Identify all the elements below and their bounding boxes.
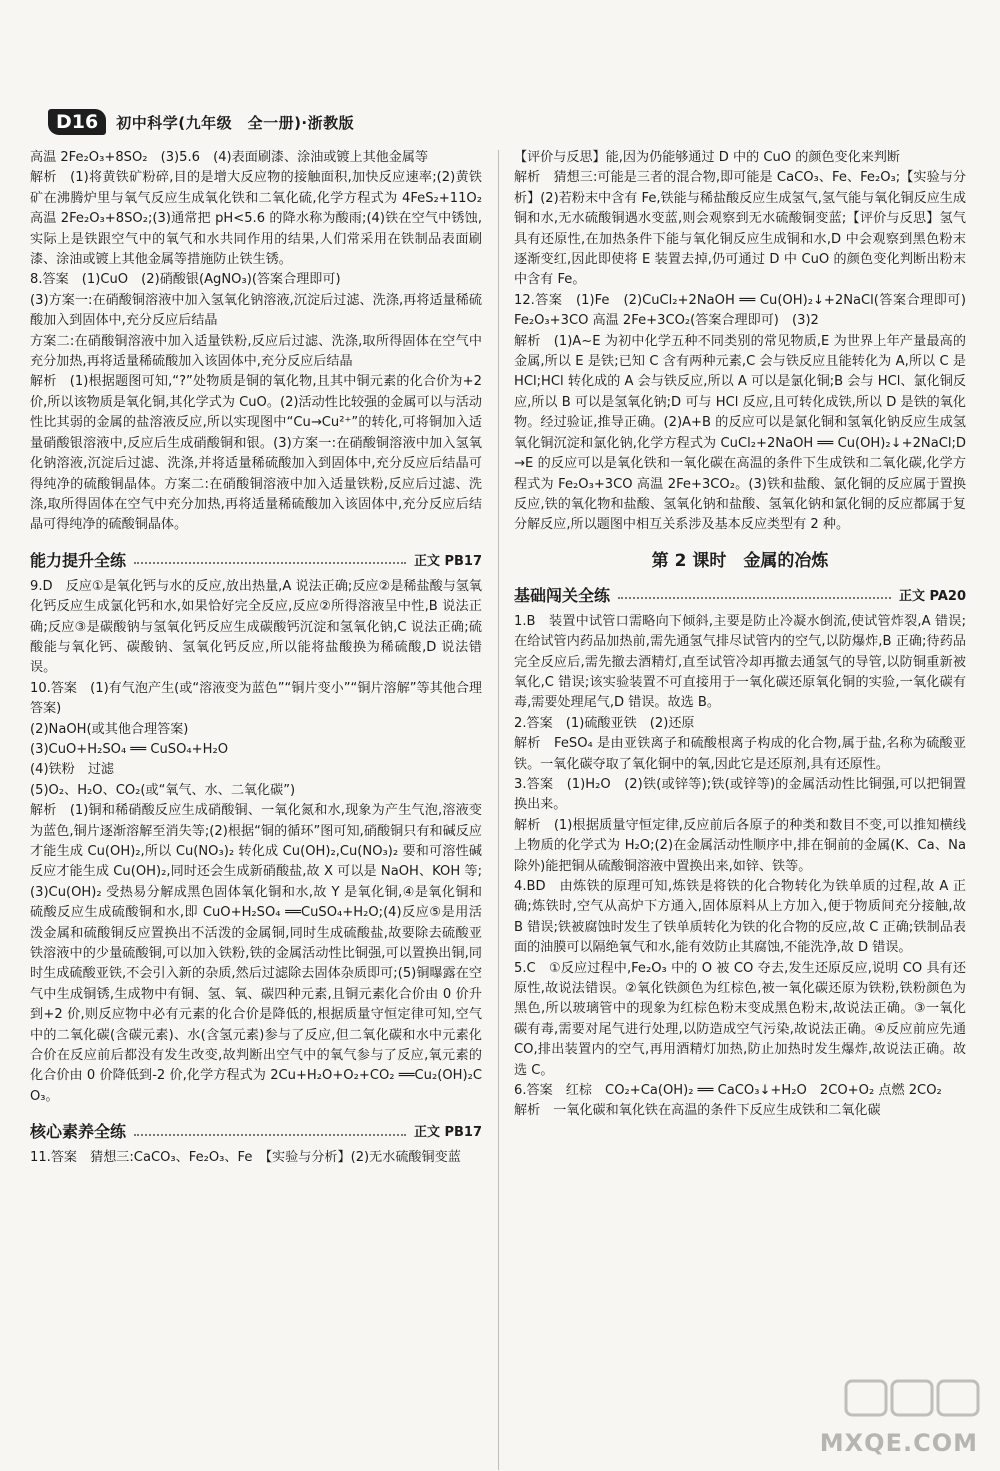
paragraph: 方案二:在硝酸铜溶液中加入适量铁粉,反应后过滤、洗涤,取所得固体在空气中充分加热,再将适量稀硫酸加入该固体中,充分反应后结晶: [30, 333, 482, 370]
paragraph: 解析 一氧化碳和氧化铁在高温的条件下反应生成铁和二氧化碳: [514, 1103, 881, 1119]
paragraph: (3)CuO+H₂SO₄ ══ CuSO₄+H₂O: [30, 741, 228, 757]
paragraph: 高温 2Fe₂O₃+8SO₂ (3)5.6 (4)表面刷漆、涂油或镀上其他金属等: [30, 150, 429, 165]
page-header: [48, 108, 354, 136]
paragraph: 解析 猜想三:可能是三者的混合物,即可能是 CaCO₃、Fe、Fe₂O₃;【实验与分析】(2)若粉末中含有 Fe,铁能与稀盐酸反应生成氢气,氢气能与氧化铜反应生成铜和水,无水硫酸铜遇水变蓝,则会观察到无水硫酸铜变蓝;【评价与反思】氢气具有还原性,在加热条件下能与氧化铜反应生成铜和水,D 中会观察到黑色粉末逐渐变红,因此即使将 E 装置去掉,仍可通过 D 中 CuO 的颜色变化判断出粉末中含有 Fe。: [514, 170, 966, 288]
answer-9: 9.D 反应①是氧化钙与水的反应,放出热量,A 说法正确;反应②是稀盐酸与氢氧化钙反应生成氯化钙和水,如果恰好完全反应,反应②所得溶液呈中性,B 说法正确;反应③是碳酸钠与氢氧化钙反应生成碳酸钙沉淀和氢氧化钠,C 说法正确;硫酸能与氧化钙、碳酸钠、氢氧化钙反应,所以能将盐酸换为稀硫酸,D 说法错误。: [30, 578, 482, 676]
answer-4: 4.BD 由炼铁的原理可知,炼铁是将铁的化合物转化为铁单质的过程,故 A 正确;炼铁时,空气从高炉下方通入,固体原料从上方加入,便于物质间充分接触,故 B 错误;铁被腐蚀时发生了铁单质转化为铁的化合物的反应,故 C 正确;铁制品表面的油膜可以隔绝氧气和水,能有效防止其腐蚀,不能洗净,故 D 错误。: [514, 879, 966, 956]
paragraph: (5)O₂、H₂O、CO₂(或“氧气、水、二氧化碳”): [30, 782, 296, 798]
section-title: 基础闯关全练: [514, 585, 611, 605]
paragraph: 解析 (1)根据质量守恒定律,反应前后各原子的种类和数目不变,可以推知横线上物质的化学式为 H₂O;(2)在金属活动性顺序中,排在铜前的金属(K、Ca、Na 除外)能把铜从硫酸铜溶液中置换出来,如锌、铁等。: [514, 817, 966, 874]
paragraph: (3)方案一:在硝酸铜溶液中加入氢氧化钠溶液,沉淀后过滤、洗涤,再将适量稀硫酸加入到固体中,充分反应后结晶: [30, 292, 482, 329]
paragraph: 解析 (1)将黄铁矿粉碎,目的是增大反应物的接触面积,加快反应速率;(2)黄铁矿在沸腾炉里与氧气反应生成氧化铁和二氧化硫,化学方程式为 4FeS₂+11O₂ 高温 2Fe₂O₃+8SO₂;(3)通常把 pH<5.6 的降水称为酸雨;(4)铁在空气中锈蚀,实际上是铁跟空气中的氧气和水共同作用的结果,人们常采用在铁制品表面刷漆、涂油或镀上其他金属等措施防止铁生锈。: [30, 170, 482, 268]
answer-8: 8.答案 (1)CuO (2)硝酸银(AgNO₃)(答案合理即可): [30, 272, 341, 288]
answer-5: 5.C ①反应过程中,Fe₂O₃ 中的 O 被 CO 夺去,发生还原反应,说明 CO 具有还原性,故说法错误。②氧化铁颜色为红棕色,被一氧化碳还原为铁粉,铁粉颜色为黑色,所以玻璃管中的现象为红棕色粉末变成黑色粉末,故说法正确。③一氧化碳有毒,需要对尾气进行处理,以防造成空气污染,故说法正确。④反应前应先通 CO,排出装置内的空气,再用酒精灯加热,防止加热时发生爆炸,故说法正确。故选 C。: [514, 960, 966, 1078]
answer-1: 1.B 装置中试管口需略向下倾斜,主要是防止冷凝水倒流,使试管炸裂,A 错误;在给试管内药品加热前,需先通氢气排尽试管内的空气,以防爆炸,B 正确;待药品完全反应后,需先撤去酒精灯,直至试管冷却再撤去通氢气的导管,以防铜重新被氧化,C 错误;该实验装置不可直接用于一氧化碳还原氧化铜的实验,一氧化碳有毒,需要处理尾气,D 错误。故选 B。: [514, 613, 966, 711]
answer-6: 6.答案 红棕 CO₂+Ca(OH)₂ ══ CaCO₃↓+H₂O 2CO+O₂ 点燃 2CO₂: [514, 1083, 942, 1099]
answer-3: 3.答案 (1)H₂O (2)铁(或锌等);铁(或锌等)的金属活动性比铜强,可以把铜置换出来。: [514, 776, 966, 813]
answer-2: 2.答案 (1)硫酸亚铁 (2)还原: [514, 715, 695, 731]
paragraph: (2)NaOH(或其他合理答案): [30, 721, 189, 737]
section-header-core: [30, 1119, 482, 1142]
answer-11: 11.答案 猜想三:CaCO₃、Fe₂O₃、Fe 【实验与分析】(2)无水硫酸铜变蓝: [30, 1150, 461, 1166]
section-header-ability: [30, 548, 482, 571]
paragraph: 解析 (1)铜和稀硝酸反应生成硝酸铜、一氧化氮和水,现象为产生气泡,溶液变为蓝色,铜片逐渐溶解至消失等;(2)根据“铜的循环”图可知,硝酸铜只有和碱反应才能生成 Cu(OH)₂,所以 Cu(NO₃)₂ 转化成 Cu(OH)₂,Cu(NO₃)₂ 要和可溶性碱反应才能生成 Cu(OH)₂,同时还会生成新硝酸盐,故 X 可以是 NaOH、KOH 等;(3)Cu(OH)₂ 受热易分解成黑色固体氧化铜和水,故 Y 是氧化铜,④是氧化铜和硫酸反应生成硫酸铜和水,即 CuO+H₂SO₄ ══CuSO₄+H₂O;(4)反应⑤是用活泼金属和硫酸铜反应置换出不活泼的金属铜,同时生成硫酸盐,故要除去硫酸亚铁溶液中的少量硫酸铜,可以加入铁粉,铁的金属活动性比铜强,可以置换出铜,同时生成硫酸亚铁,不会引入新的杂质,然后过滤除去固体杂质即可;(5)铜曝露在空气中生成铜锈,生成物中有铜、氢、氧、碳四种元素,且铜元素化合价由 0 价升到+2 价,则反应物中必有元素的化合价是降低的,根据质量守恒定律可知,空气中的二氧化碳(含碳元素)、水(含氢元素)参与了反应,但二氧化碳和水中元素化合价在反应前后都没有发生改变,故判断出空气中的氧气参与了反应,氧元素的化合价由 0 价降低到-2 价,化学方程式为 2Cu+H₂O+O₂+CO₂ ══Cu₂(OH)₂CO₃。: [30, 803, 482, 1104]
dotted-leader: [134, 1126, 406, 1136]
lesson-title: 第 2 课时 金属的冶炼: [651, 550, 829, 571]
paragraph: 【评价与反思】能,因为仍能够通过 D 中的 CuO 的颜色变化来判断: [514, 150, 900, 165]
page-number-badge: D16: [48, 109, 106, 135]
book-title: 初中科学(九年级 全一册)·浙教版: [116, 113, 355, 132]
column-divider: [498, 150, 499, 1470]
section-page-ref: 正文 PB17: [413, 1125, 482, 1141]
paragraph: 解析 FeSO₄ 是由亚铁离子和硫酸根离子构成的化合物,属于盐,名称为硫酸亚铁。一氧化碳夺取了氧化铜中的氧,因此它是还原剂,具有还原性。: [514, 736, 966, 772]
watermark-text: MXQE.COM: [819, 1429, 978, 1457]
section-page-ref: 正文 PA20: [898, 588, 966, 604]
section-header-basic: [514, 583, 966, 606]
answer-10: 10.答案 (1)有气泡产生(或“溶液变为蓝色”“铜片变小”“铜片溶解”等其他合理答案): [30, 680, 482, 717]
section-page-ref: 正文 PB17: [413, 553, 482, 569]
dotted-leader: [618, 589, 891, 599]
section-title: 核心素养全练: [30, 1122, 127, 1142]
paragraph: 解析 (1)根据题图可知,“?”处物质是铜的氧化物,且其中铜元素的化合价为+2 价,所以该物质是氧化铜,其化学式为 CuO。(2)活动性比较强的金属可以与活动性比其弱的金属的盐溶液反应,所以实现图中“Cu→Cu²⁺”的转化,可将铜加入适量硝酸银溶液中,反应后生成硝酸铜和银。(3)方案一:在硝酸铜溶液中加入氢氧化钠溶液,沉淀后过滤、洗涤,并将适量稀硫酸加入到固体中,充分反应后结晶可得纯净的硫酸铜晶体。方案二:在硝酸铜溶液中加入适量铁粉,反应后过滤、洗涤,取所得固体在空气中充分加热,再将适量稀硫酸加入该固体中,充分反应后结晶可得纯净的硫酸铜晶体。: [30, 374, 482, 533]
paragraph: (4)铁粉 过滤: [30, 762, 115, 778]
dotted-leader: [134, 554, 406, 564]
left-column: [30, 148, 482, 1169]
section-title: 能力提升全练: [30, 550, 127, 570]
answer-12: 12.答案 (1)Fe (2)CuCl₂+2NaOH ══ Cu(OH)₂↓+2NaCl(答案合理即可) Fe₂O₃+3CO 高温 2Fe+3CO₂(答案合理即可) (3)2: [514, 292, 980, 329]
right-column: [514, 148, 980, 1122]
paragraph: 解析 (1)A~E 为初中化学五种不同类别的常见物质,E 为世界上年产量最高的金属,所以 E 是铁;已知 C 含有两种元素,C 会与铁反应且能转化为 A,所以 C 是 HCl;HCl 转化成的 A 会与铁反应,所以 A 可以是氯化铜;B 会与 HCl、氯化铜反应,所以 B 可以是氢氧化钠;D 可与 HCl 反应,且可转化成铁,所以 D 是铁的氧化物。经过验证,推导正确。(2)A+B 的反应可以是氯化铜和氢氧化钠反应生成氢氧化铜沉淀和氯化钠,化学方程式为 CuCl₂+2NaOH ══ Cu(OH)₂↓+2NaCl;D→E 的反应可以是氧化铁和一氧化碳在高温的条件下生成铁和二氧化碳,化学方程式为 Fe₂O₃+3CO 高温 2Fe+3CO₂。(3)铁和盐酸、氯化铜的反应属于置换反应,铁的氧化物和盐酸、氢氧化钠和盐酸、氢氧化钠和氯化铜的反应都属于复分解反应,所以题图中相互关系涉及基本反应类型有 2 种。: [514, 333, 966, 533]
